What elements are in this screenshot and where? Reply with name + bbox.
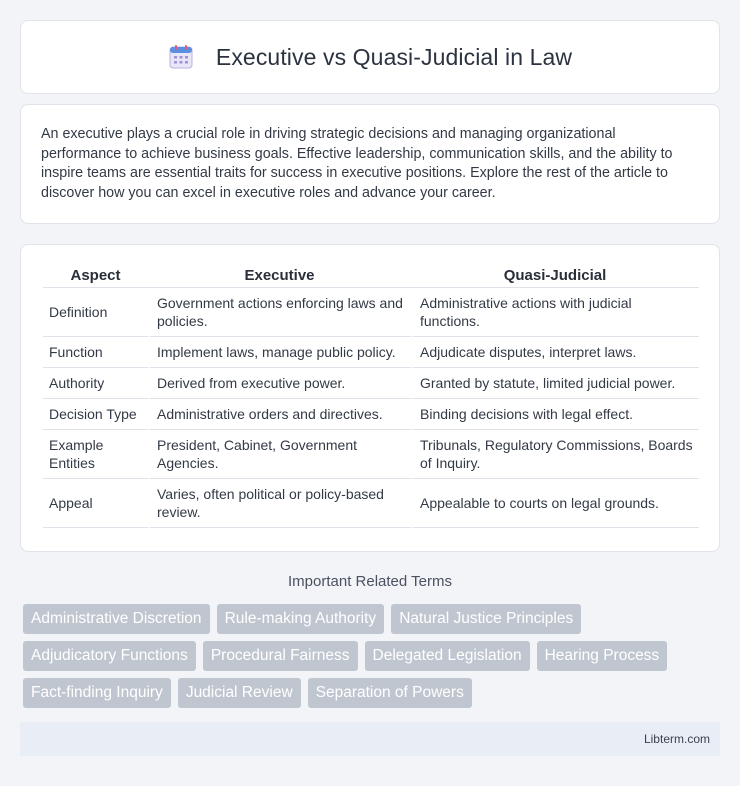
column-header-aspect: Aspect	[43, 266, 148, 288]
term-tag[interactable]: Rule-making Authority	[217, 604, 385, 634]
footer	[20, 722, 720, 756]
term-tag[interactable]: Fact-finding Inquiry	[23, 678, 171, 708]
table-header-row	[43, 266, 699, 288]
term-tag[interactable]: Natural Justice Principles	[391, 604, 581, 634]
table-cell: President, Cabinet, Government Agencies.	[148, 430, 411, 479]
table-cell: Tribunals, Regulatory Commissions, Boards of Inquiry.	[411, 430, 699, 479]
table-cell: Decision Type	[43, 399, 148, 430]
footer-site-link[interactable]: Libterm.com	[643, 732, 710, 746]
table-row	[43, 479, 699, 528]
term-tag[interactable]: Procedural Fairness	[203, 641, 358, 671]
column-header-executive: Executive	[148, 266, 411, 288]
table-cell: Appeal	[43, 479, 148, 528]
table-cell: Varies, often political or policy-based review.	[148, 479, 411, 528]
table-row	[43, 337, 699, 368]
term-tag[interactable]: Delegated Legislation	[365, 641, 530, 671]
table-cell: Authority	[43, 368, 148, 399]
table-cell: Administrative orders and directives.	[148, 399, 411, 430]
table-cell: Example Entities	[43, 430, 148, 479]
comparison-table-card	[20, 244, 720, 552]
comparison-table	[43, 266, 699, 528]
header-card	[20, 20, 720, 94]
term-tag[interactable]: Separation of Powers	[308, 678, 472, 708]
table-row	[43, 288, 699, 337]
table-cell: Implement laws, manage public policy.	[148, 337, 411, 368]
table-cell: Function	[43, 337, 148, 368]
table-cell: Administrative actions with judicial functions.	[411, 288, 699, 337]
table-cell: Definition	[43, 288, 148, 337]
table-cell: Appealable to courts on legal grounds.	[411, 479, 699, 528]
term-tag[interactable]: Judicial Review	[178, 678, 301, 708]
term-tag[interactable]: Adjudicatory Functions	[23, 641, 196, 671]
intro-card	[20, 104, 720, 224]
intro-text: An executive plays a crucial role in driving strategic decisions and managing organizational performance to achieve business goals. Effective leadership, communication skills, and the ability to inspire teams are essential traits for success in executive positions. Explore the rest of the article to discover how you can excel in executive roles and advance your career.	[41, 126, 673, 201]
calendar-icon	[168, 44, 194, 70]
table-row	[43, 399, 699, 430]
table-row	[43, 430, 699, 479]
related-terms-heading: Important Related Terms	[288, 573, 452, 590]
table-cell: Granted by statute, limited judicial power.	[411, 368, 699, 399]
term-tag[interactable]: Administrative Discretion	[23, 604, 210, 634]
table-cell: Government actions enforcing laws and policies.	[148, 288, 411, 337]
related-terms-list	[23, 604, 713, 708]
table-cell: Derived from executive power.	[148, 368, 411, 399]
table-cell: Adjudicate disputes, interpret laws.	[411, 337, 699, 368]
term-tag[interactable]: Hearing Process	[537, 641, 668, 671]
page-title: Executive vs Quasi-Judicial in Law	[215, 43, 573, 70]
column-header-quasi-judicial: Quasi-Judicial	[411, 266, 699, 288]
table-cell: Binding decisions with legal effect.	[411, 399, 699, 430]
table-row	[43, 368, 699, 399]
